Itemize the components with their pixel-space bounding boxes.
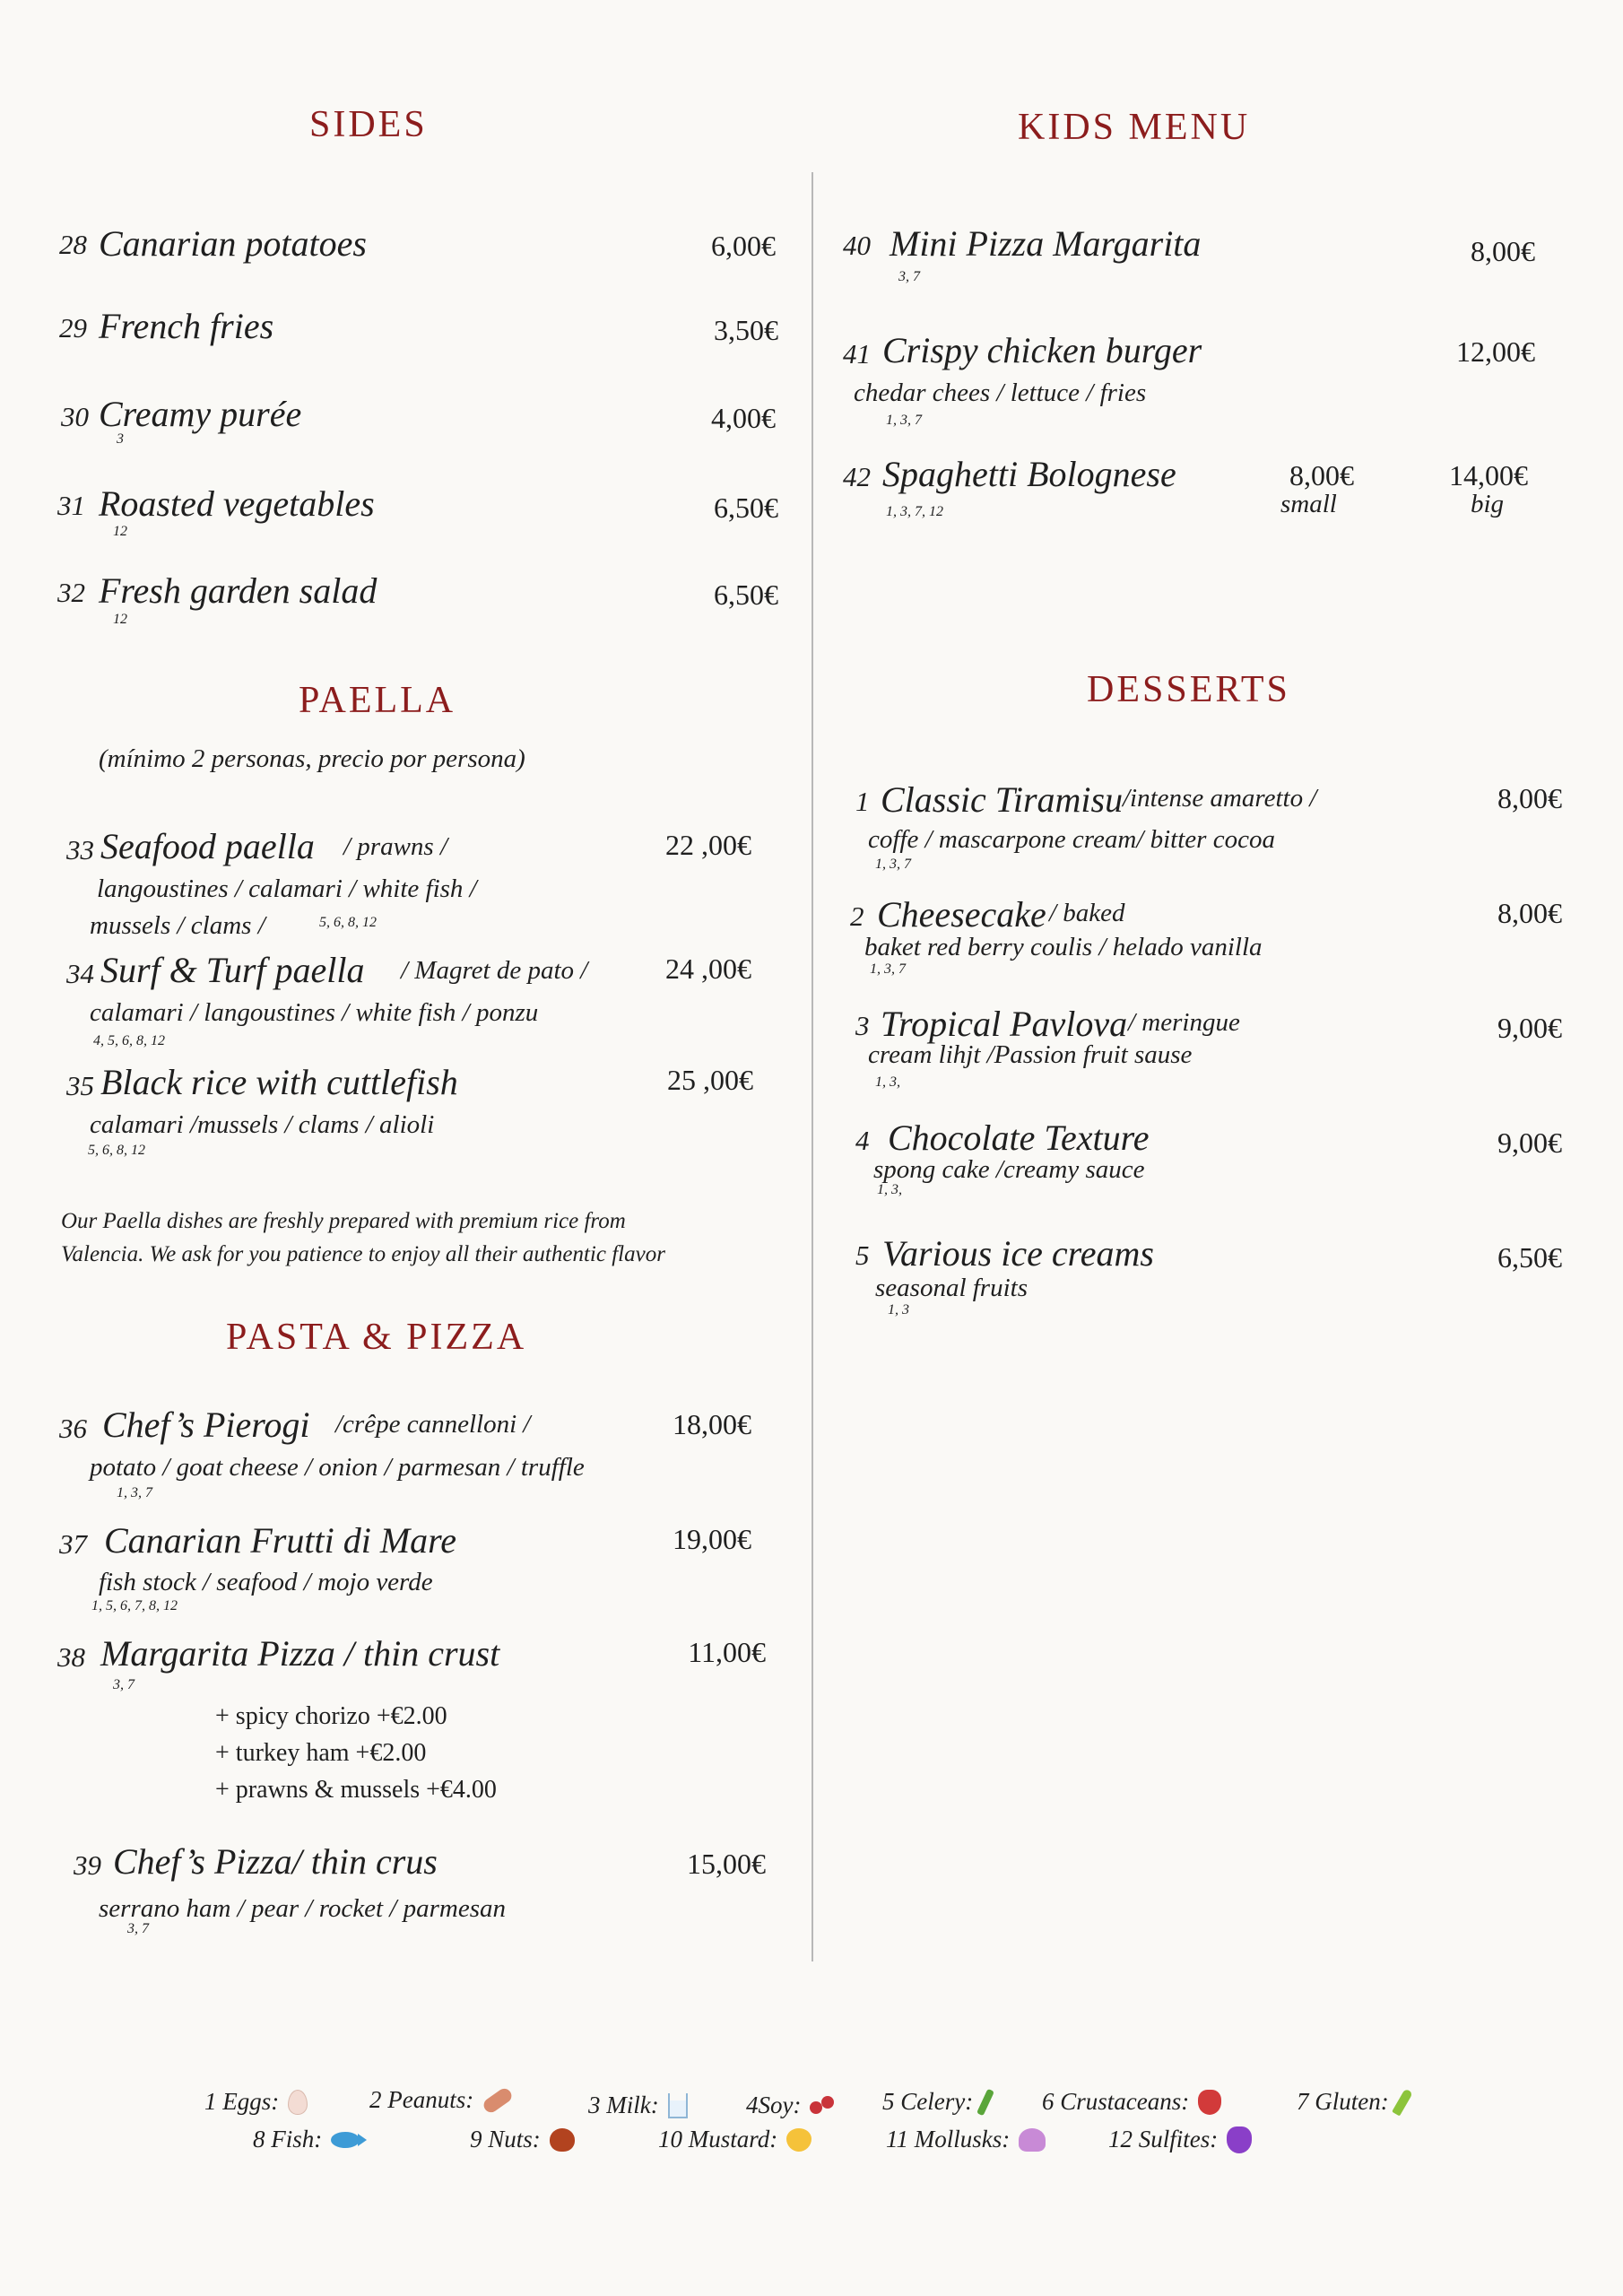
mollusk-icon xyxy=(1019,2128,1046,2152)
item-name: French fries xyxy=(99,306,274,346)
legend-label: 7 Gluten: xyxy=(1297,2088,1389,2115)
sulfite-icon xyxy=(1227,2126,1252,2153)
item-name: Chocolate Texture xyxy=(888,1118,1150,1158)
item-number: 35 xyxy=(66,1070,94,1101)
legend-label: 5 Celery: xyxy=(882,2088,974,2115)
item-number: 32 xyxy=(57,577,85,608)
item-description: seasonal fruits xyxy=(875,1274,1028,1302)
item-price: 25 ,00€ xyxy=(667,1064,753,1096)
item-price: 12,00€ xyxy=(1456,335,1535,368)
pizza-extra: + turkey ham +€2.00 xyxy=(215,1739,427,1767)
item-price: 18,00€ xyxy=(673,1408,751,1440)
legend-item xyxy=(470,2126,575,2153)
item-name: Fresh garden salad xyxy=(99,570,378,611)
legend-label: 6 Crustaceans: xyxy=(1042,2088,1190,2115)
gluten-icon xyxy=(1392,2088,1413,2116)
item-number: 31 xyxy=(57,490,85,521)
item-price: 11,00€ xyxy=(688,1636,766,1668)
legend-item xyxy=(204,2088,308,2116)
legend-label: 11 Mollusks: xyxy=(886,2126,1011,2152)
item-number: 36 xyxy=(59,1413,87,1444)
allergen-codes: 3 xyxy=(117,431,124,447)
item-name: Chef’s Pizza/ thin crus xyxy=(113,1841,438,1882)
item-name: Roasted vegetables xyxy=(99,483,375,524)
item-number: 37 xyxy=(59,1528,87,1560)
sides-title: SIDES xyxy=(309,104,428,145)
item-name: Canarian potatoes xyxy=(99,223,367,264)
item-price-small: 8,00€ xyxy=(1289,459,1354,491)
item-description: langoustines / calamari / white fish / xyxy=(97,874,477,903)
legend-item xyxy=(746,2092,837,2119)
size-label: small xyxy=(1280,490,1337,518)
size-label: big xyxy=(1471,490,1505,518)
item-description: / Magret de pato / xyxy=(401,956,588,985)
item-name: Classic Tiramisu xyxy=(881,779,1124,820)
item-number: 38 xyxy=(57,1641,85,1673)
item-price: 9,00€ xyxy=(1497,1126,1562,1159)
allergen-codes: 1, 3 xyxy=(888,1302,909,1318)
egg-icon xyxy=(288,2090,308,2115)
paella-note: Our Paella dishes are freshly prepared with premium rice from xyxy=(61,1209,626,1233)
item-name: Chef’s Pierogi xyxy=(102,1405,310,1445)
allergen-codes: 1, 3, 7 xyxy=(886,413,922,428)
legend-item xyxy=(369,2086,513,2114)
paella-subtitle: (mínimo 2 personas, precio por persona) xyxy=(99,744,525,773)
item-description: / prawns / xyxy=(343,832,448,861)
legend-item xyxy=(886,2126,1046,2153)
item-price: 6,00€ xyxy=(711,230,776,262)
item-price: 6,50€ xyxy=(714,578,778,611)
allergen-codes: 1, 3, 7 xyxy=(875,857,911,872)
kids-menu-title: KIDS MENU xyxy=(1018,107,1251,148)
legend-label: 8 Fish: xyxy=(253,2126,323,2152)
item-number: 3 xyxy=(855,1010,870,1041)
item-description: / baked xyxy=(1049,899,1125,927)
allergen-codes: 12 xyxy=(113,524,127,539)
fish-icon xyxy=(331,2132,360,2148)
item-price: 19,00€ xyxy=(673,1523,751,1555)
legend-item xyxy=(1108,2126,1252,2153)
item-price: 8,00€ xyxy=(1497,782,1562,814)
item-price-big: 14,00€ xyxy=(1449,459,1528,491)
item-number: 40 xyxy=(843,230,871,261)
nut-icon xyxy=(550,2128,575,2152)
item-price: 9,00€ xyxy=(1497,1012,1562,1044)
crustacean-icon xyxy=(1198,2090,1221,2115)
allergen-codes: 3, 7 xyxy=(113,1677,135,1692)
item-number: 34 xyxy=(66,958,94,989)
legend-item xyxy=(588,2092,688,2119)
item-name: Cheesecake xyxy=(877,894,1046,935)
item-description: coffe / mascarpone cream/ bitter cocoa xyxy=(868,825,1275,854)
item-name: Mini Pizza Margarita xyxy=(890,223,1202,264)
item-name: Crispy chicken burger xyxy=(882,330,1202,370)
item-number: 41 xyxy=(843,338,871,370)
legend-label: 4Soy: xyxy=(746,2092,802,2118)
allergen-codes: 5, 6, 8, 12 xyxy=(88,1143,145,1158)
item-number: 1 xyxy=(855,786,870,817)
item-price: 15,00€ xyxy=(687,1848,766,1880)
item-description: calamari / langoustines / white fish / ponzu xyxy=(90,998,539,1027)
item-description: serrano ham / pear / rocket / parmesan xyxy=(99,1894,507,1923)
column-divider xyxy=(812,172,813,1961)
legend-item xyxy=(1042,2088,1221,2116)
legend-label: 10 Mustard: xyxy=(658,2126,778,2152)
item-number: 5 xyxy=(855,1239,870,1271)
item-number: 39 xyxy=(74,1849,101,1881)
item-description: cream lihjt /Passion fruit sause xyxy=(868,1040,1193,1069)
legend-item xyxy=(253,2126,360,2153)
mustard-icon xyxy=(786,2128,812,2152)
item-description: spong cake /creamy sauce xyxy=(873,1155,1145,1184)
legend-item xyxy=(1297,2088,1407,2116)
item-name: Seafood paella xyxy=(100,826,315,866)
item-price: 3,50€ xyxy=(714,314,778,346)
allergen-codes: 1, 3, 7 xyxy=(117,1485,152,1500)
item-description: baket red berry coulis / helado vanilla xyxy=(864,933,1263,961)
item-number: 29 xyxy=(59,312,87,344)
item-number: 28 xyxy=(59,229,87,260)
item-price: 4,00€ xyxy=(711,402,776,434)
item-number: 2 xyxy=(850,900,864,932)
legend-label: 9 Nuts: xyxy=(470,2126,541,2152)
item-price: 22 ,00€ xyxy=(665,829,751,861)
allergen-codes: 12 xyxy=(113,612,127,627)
item-description: /crêpe cannelloni / xyxy=(335,1410,531,1439)
legend-item xyxy=(882,2088,989,2116)
item-price: 24 ,00€ xyxy=(665,952,751,985)
item-number: 4 xyxy=(855,1125,870,1156)
allergen-codes: 4, 5, 6, 8, 12 xyxy=(93,1033,165,1048)
allergen-codes: 1, 3, xyxy=(875,1074,900,1090)
item-number: 42 xyxy=(843,461,871,492)
legend-item xyxy=(658,2126,812,2153)
item-name: Tropical Pavlova xyxy=(881,1004,1128,1044)
pizza-extra: + prawns & mussels +€4.00 xyxy=(215,1776,497,1804)
item-number: 30 xyxy=(61,401,89,432)
pasta-pizza-title: PASTA & PIZZA xyxy=(226,1317,527,1358)
item-name: Spaghetti Bolognese xyxy=(882,454,1176,494)
item-name: Creamy purée xyxy=(99,394,302,434)
item-description: / meringue xyxy=(1128,1008,1240,1037)
celery-icon xyxy=(976,2088,994,2116)
item-description: fish stock / seafood / mojo verde xyxy=(99,1568,433,1596)
legend-label: 3 Milk: xyxy=(588,2092,659,2118)
item-price: 8,00€ xyxy=(1497,897,1562,929)
item-description: potato / goat cheese / onion / parmesan / truffle xyxy=(90,1453,585,1482)
allergen-codes: 1, 5, 6, 7, 8, 12 xyxy=(91,1598,178,1613)
item-name: Canarian Frutti di Mare xyxy=(104,1520,456,1561)
item-name: Margarita Pizza / thin crust xyxy=(100,1633,500,1674)
peanut-icon xyxy=(482,2085,515,2115)
desserts-title: DESSERTS xyxy=(1087,669,1290,710)
allergen-codes: 3, 7 xyxy=(127,1921,149,1936)
allergen-codes: 1, 3, 7 xyxy=(870,961,906,977)
item-price: 8,00€ xyxy=(1471,235,1535,267)
item-number: 33 xyxy=(66,834,94,865)
item-description: /intense amaretto / xyxy=(1123,784,1317,813)
milk-icon xyxy=(668,2093,688,2118)
item-description: mussels / clams / xyxy=(90,911,265,940)
allergen-codes: 5, 6, 8, 12 xyxy=(319,915,377,930)
allergen-codes: 3, 7 xyxy=(898,269,920,284)
item-description: calamari /mussels / clams / alioli xyxy=(90,1110,435,1139)
paella-title: PAELLA xyxy=(299,680,456,721)
item-name: Surf & Turf paella xyxy=(100,950,365,990)
allergen-codes: 1, 3, 7, 12 xyxy=(886,504,943,519)
item-name: Black rice with cuttlefish xyxy=(100,1062,458,1102)
legend-label: 12 Sulfites: xyxy=(1108,2126,1219,2152)
allergen-codes: 1, 3, xyxy=(877,1182,902,1197)
item-name: Various ice creams xyxy=(882,1233,1154,1274)
item-description: chedar chees / lettuce / fries xyxy=(854,378,1147,407)
legend-label: 2 Peanuts: xyxy=(369,2086,474,2113)
item-price: 6,50€ xyxy=(714,491,778,524)
item-price: 6,50€ xyxy=(1497,1241,1562,1274)
paella-note: Valencia. We ask for you patience to enjoy all their authentic flavor xyxy=(61,1242,665,1266)
legend-label: 1 Eggs: xyxy=(204,2088,280,2115)
pizza-extra: + spicy chorizo +€2.00 xyxy=(215,1702,447,1730)
soy-icon xyxy=(810,2096,837,2116)
